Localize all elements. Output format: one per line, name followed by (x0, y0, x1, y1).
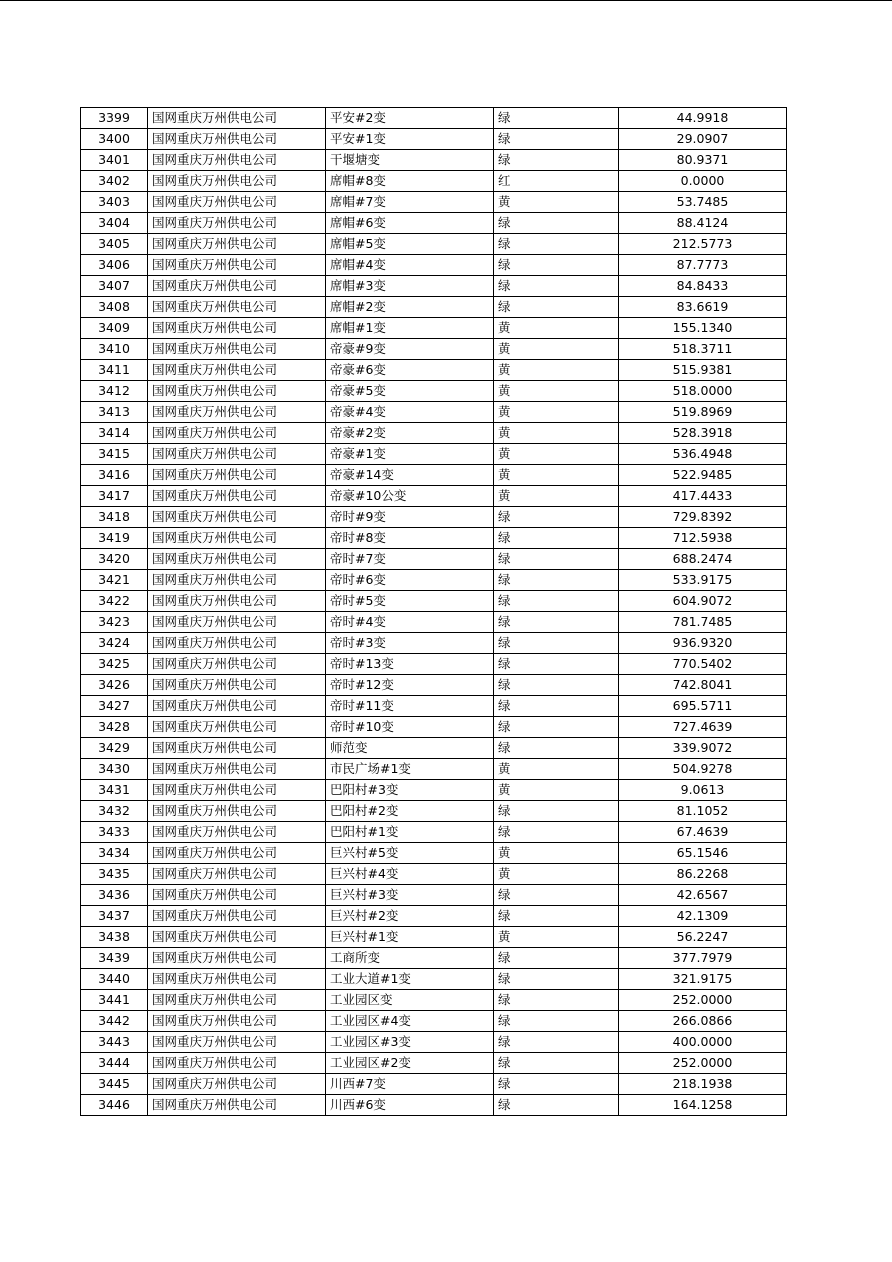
row-id-cell: 3402 (81, 171, 148, 192)
value-cell: 44.9918 (619, 108, 787, 129)
company-cell: 国网重庆万州供电公司 (148, 570, 326, 591)
value-cell: 518.3711 (619, 339, 787, 360)
station-cell: 平安#2变 (326, 108, 494, 129)
value-cell: 252.0000 (619, 1053, 787, 1074)
status-cell: 黄 (494, 360, 619, 381)
station-cell: 巨兴村#3变 (326, 885, 494, 906)
station-cell: 川西#7变 (326, 1074, 494, 1095)
station-cell: 帝时#5变 (326, 591, 494, 612)
row-id-cell: 3435 (81, 864, 148, 885)
value-cell: 67.4639 (619, 822, 787, 843)
table-row (81, 339, 787, 360)
table-row (81, 171, 787, 192)
value-cell: 56.2247 (619, 927, 787, 948)
value-cell: 218.1938 (619, 1074, 787, 1095)
status-cell: 绿 (494, 801, 619, 822)
company-cell: 国网重庆万州供电公司 (148, 1032, 326, 1053)
station-cell: 帝时#7变 (326, 549, 494, 570)
page-top-border (0, 0, 892, 1)
station-cell: 帝豪#5变 (326, 381, 494, 402)
company-cell: 国网重庆万州供电公司 (148, 549, 326, 570)
table-row (81, 234, 787, 255)
table-row (81, 1095, 787, 1116)
table-row (81, 591, 787, 612)
row-id-cell: 3441 (81, 990, 148, 1011)
status-cell: 绿 (494, 591, 619, 612)
value-cell: 781.7485 (619, 612, 787, 633)
company-cell: 国网重庆万州供电公司 (148, 171, 326, 192)
row-id-cell: 3410 (81, 339, 148, 360)
status-cell: 绿 (494, 1074, 619, 1095)
table-row (81, 1011, 787, 1032)
row-id-cell: 3434 (81, 843, 148, 864)
table-row (81, 297, 787, 318)
station-cell: 帝时#13变 (326, 654, 494, 675)
table-row (81, 318, 787, 339)
station-cell: 席帽#5变 (326, 234, 494, 255)
table-row (81, 402, 787, 423)
company-cell: 国网重庆万州供电公司 (148, 150, 326, 171)
station-cell: 帝时#8变 (326, 528, 494, 549)
station-cell: 帝豪#9变 (326, 339, 494, 360)
value-cell: 522.9485 (619, 465, 787, 486)
table-row (81, 1053, 787, 1074)
value-cell: 515.9381 (619, 360, 787, 381)
status-cell: 绿 (494, 633, 619, 654)
station-cell: 巨兴村#4变 (326, 864, 494, 885)
table-row (81, 822, 787, 843)
station-cell: 帝时#6变 (326, 570, 494, 591)
value-cell: 400.0000 (619, 1032, 787, 1053)
status-cell: 黄 (494, 843, 619, 864)
row-id-cell: 3438 (81, 927, 148, 948)
value-cell: 212.5773 (619, 234, 787, 255)
status-cell: 绿 (494, 990, 619, 1011)
row-id-cell: 3400 (81, 129, 148, 150)
value-cell: 87.7773 (619, 255, 787, 276)
value-cell: 727.4639 (619, 717, 787, 738)
row-id-cell: 3432 (81, 801, 148, 822)
row-id-cell: 3408 (81, 297, 148, 318)
status-cell: 绿 (494, 948, 619, 969)
status-cell: 绿 (494, 906, 619, 927)
value-cell: 86.2268 (619, 864, 787, 885)
table-row (81, 465, 787, 486)
station-cell: 工业大道#1变 (326, 969, 494, 990)
row-id-cell: 3429 (81, 738, 148, 759)
table-row (81, 990, 787, 1011)
row-id-cell: 3411 (81, 360, 148, 381)
station-cell: 川西#6变 (326, 1095, 494, 1116)
company-cell: 国网重庆万州供电公司 (148, 213, 326, 234)
status-cell: 绿 (494, 1053, 619, 1074)
table-row (81, 801, 787, 822)
status-cell: 绿 (494, 654, 619, 675)
station-cell: 帝豪#10公变 (326, 486, 494, 507)
row-id-cell: 3412 (81, 381, 148, 402)
station-cell: 巴阳村#1变 (326, 822, 494, 843)
status-cell: 绿 (494, 696, 619, 717)
company-cell: 国网重庆万州供电公司 (148, 360, 326, 381)
company-cell: 国网重庆万州供电公司 (148, 423, 326, 444)
company-cell: 国网重庆万州供电公司 (148, 465, 326, 486)
row-id-cell: 3433 (81, 822, 148, 843)
row-id-cell: 3416 (81, 465, 148, 486)
value-cell: 84.8433 (619, 276, 787, 297)
table-row (81, 108, 787, 129)
table-row (81, 843, 787, 864)
company-cell: 国网重庆万州供电公司 (148, 885, 326, 906)
value-cell: 936.9320 (619, 633, 787, 654)
value-cell: 712.5938 (619, 528, 787, 549)
company-cell: 国网重庆万州供电公司 (148, 927, 326, 948)
row-id-cell: 3428 (81, 717, 148, 738)
table-row (81, 1032, 787, 1053)
company-cell: 国网重庆万州供电公司 (148, 234, 326, 255)
company-cell: 国网重庆万州供电公司 (148, 843, 326, 864)
status-cell: 绿 (494, 1095, 619, 1116)
station-cell: 帝时#3变 (326, 633, 494, 654)
status-cell: 绿 (494, 1011, 619, 1032)
status-cell: 黄 (494, 339, 619, 360)
table-row (81, 906, 787, 927)
station-cell: 帝时#9变 (326, 507, 494, 528)
station-cell: 席帽#6变 (326, 213, 494, 234)
station-cell: 帝时#10变 (326, 717, 494, 738)
table-row (81, 255, 787, 276)
value-cell: 29.0907 (619, 129, 787, 150)
company-cell: 国网重庆万州供电公司 (148, 591, 326, 612)
company-cell: 国网重庆万州供电公司 (148, 948, 326, 969)
table-row (81, 696, 787, 717)
row-id-cell: 3409 (81, 318, 148, 339)
status-cell: 黄 (494, 318, 619, 339)
table-row (81, 885, 787, 906)
value-cell: 695.5711 (619, 696, 787, 717)
row-id-cell: 3420 (81, 549, 148, 570)
value-cell: 604.9072 (619, 591, 787, 612)
row-id-cell: 3423 (81, 612, 148, 633)
table-row (81, 780, 787, 801)
row-id-cell: 3401 (81, 150, 148, 171)
company-cell: 国网重庆万州供电公司 (148, 276, 326, 297)
table-row (81, 528, 787, 549)
row-id-cell: 3404 (81, 213, 148, 234)
station-cell: 巨兴村#2变 (326, 906, 494, 927)
row-id-cell: 3419 (81, 528, 148, 549)
status-cell: 绿 (494, 969, 619, 990)
status-cell: 绿 (494, 297, 619, 318)
company-cell: 国网重庆万州供电公司 (148, 696, 326, 717)
status-cell: 绿 (494, 108, 619, 129)
status-cell: 黄 (494, 192, 619, 213)
value-cell: 266.0866 (619, 1011, 787, 1032)
value-cell: 377.7979 (619, 948, 787, 969)
company-cell: 国网重庆万州供电公司 (148, 969, 326, 990)
station-cell: 席帽#8变 (326, 171, 494, 192)
company-cell: 国网重庆万州供电公司 (148, 801, 326, 822)
company-cell: 国网重庆万州供电公司 (148, 528, 326, 549)
company-cell: 国网重庆万州供电公司 (148, 486, 326, 507)
row-id-cell: 3437 (81, 906, 148, 927)
station-cell: 工业园区#4变 (326, 1011, 494, 1032)
status-cell: 绿 (494, 276, 619, 297)
value-cell: 155.1340 (619, 318, 787, 339)
status-cell: 黄 (494, 780, 619, 801)
status-cell: 绿 (494, 822, 619, 843)
table-row (81, 633, 787, 654)
row-id-cell: 3427 (81, 696, 148, 717)
row-id-cell: 3399 (81, 108, 148, 129)
value-cell: 65.1546 (619, 843, 787, 864)
row-id-cell: 3418 (81, 507, 148, 528)
status-cell: 黄 (494, 486, 619, 507)
status-cell: 绿 (494, 234, 619, 255)
row-id-cell: 3426 (81, 675, 148, 696)
table-row (81, 759, 787, 780)
value-cell: 742.8041 (619, 675, 787, 696)
station-cell: 工业园区#2变 (326, 1053, 494, 1074)
row-id-cell: 3445 (81, 1074, 148, 1095)
row-id-cell: 3413 (81, 402, 148, 423)
value-cell: 729.8392 (619, 507, 787, 528)
table-row (81, 192, 787, 213)
table-row (81, 969, 787, 990)
station-cell: 工业园区变 (326, 990, 494, 1011)
company-cell: 国网重庆万州供电公司 (148, 906, 326, 927)
company-cell: 国网重庆万州供电公司 (148, 675, 326, 696)
status-cell: 绿 (494, 612, 619, 633)
company-cell: 国网重庆万州供电公司 (148, 297, 326, 318)
table-row (81, 150, 787, 171)
station-cell: 帝时#11变 (326, 696, 494, 717)
value-cell: 252.0000 (619, 990, 787, 1011)
station-cell: 帝豪#4变 (326, 402, 494, 423)
status-cell: 绿 (494, 675, 619, 696)
table-row (81, 507, 787, 528)
company-cell: 国网重庆万州供电公司 (148, 339, 326, 360)
table-row (81, 444, 787, 465)
value-cell: 9.0613 (619, 780, 787, 801)
row-id-cell: 3442 (81, 1011, 148, 1032)
value-cell: 88.4124 (619, 213, 787, 234)
table-row (81, 276, 787, 297)
row-id-cell: 3431 (81, 780, 148, 801)
row-id-cell: 3444 (81, 1053, 148, 1074)
station-cell: 席帽#1变 (326, 318, 494, 339)
status-cell: 绿 (494, 885, 619, 906)
company-cell: 国网重庆万州供电公司 (148, 1011, 326, 1032)
company-cell: 国网重庆万州供电公司 (148, 654, 326, 675)
station-cell: 帝豪#14变 (326, 465, 494, 486)
row-id-cell: 3414 (81, 423, 148, 444)
station-cell: 帝豪#2变 (326, 423, 494, 444)
company-cell: 国网重庆万州供电公司 (148, 864, 326, 885)
company-cell: 国网重庆万州供电公司 (148, 507, 326, 528)
row-id-cell: 3417 (81, 486, 148, 507)
status-cell: 绿 (494, 150, 619, 171)
status-cell: 绿 (494, 528, 619, 549)
station-cell: 巨兴村#1变 (326, 927, 494, 948)
station-cell: 工业园区#3变 (326, 1032, 494, 1053)
station-cell: 干堰塘变 (326, 150, 494, 171)
value-cell: 688.2474 (619, 549, 787, 570)
row-id-cell: 3440 (81, 969, 148, 990)
table-row (81, 675, 787, 696)
status-cell: 黄 (494, 381, 619, 402)
status-cell: 绿 (494, 549, 619, 570)
company-cell: 国网重庆万州供电公司 (148, 192, 326, 213)
value-cell: 339.9072 (619, 738, 787, 759)
station-cell: 平安#1变 (326, 129, 494, 150)
station-cell: 帝时#12变 (326, 675, 494, 696)
table-row (81, 486, 787, 507)
status-cell: 绿 (494, 1032, 619, 1053)
company-cell: 国网重庆万州供电公司 (148, 759, 326, 780)
row-id-cell: 3443 (81, 1032, 148, 1053)
station-cell: 帝豪#6变 (326, 360, 494, 381)
station-cell: 席帽#7变 (326, 192, 494, 213)
company-cell: 国网重庆万州供电公司 (148, 129, 326, 150)
value-cell: 518.0000 (619, 381, 787, 402)
company-cell: 国网重庆万州供电公司 (148, 318, 326, 339)
table-row (81, 654, 787, 675)
table-body (81, 108, 787, 1116)
table-row (81, 381, 787, 402)
status-cell: 黄 (494, 402, 619, 423)
value-cell: 533.9175 (619, 570, 787, 591)
value-cell: 417.4433 (619, 486, 787, 507)
station-cell: 工商所变 (326, 948, 494, 969)
row-id-cell: 3405 (81, 234, 148, 255)
status-cell: 黄 (494, 927, 619, 948)
value-cell: 528.3918 (619, 423, 787, 444)
company-cell: 国网重庆万州供电公司 (148, 381, 326, 402)
status-cell: 黄 (494, 465, 619, 486)
table-row (81, 423, 787, 444)
station-cell: 师范变 (326, 738, 494, 759)
table-row (81, 549, 787, 570)
table-row (81, 360, 787, 381)
status-cell: 绿 (494, 717, 619, 738)
table-row (81, 612, 787, 633)
table-row (81, 717, 787, 738)
table-row (81, 129, 787, 150)
company-cell: 国网重庆万州供电公司 (148, 612, 326, 633)
table-row (81, 864, 787, 885)
status-cell: 绿 (494, 129, 619, 150)
status-cell: 黄 (494, 759, 619, 780)
row-id-cell: 3425 (81, 654, 148, 675)
company-cell: 国网重庆万州供电公司 (148, 717, 326, 738)
row-id-cell: 3415 (81, 444, 148, 465)
value-cell: 42.1309 (619, 906, 787, 927)
station-cell: 市民广场#1变 (326, 759, 494, 780)
status-cell: 红 (494, 171, 619, 192)
row-id-cell: 3406 (81, 255, 148, 276)
company-cell: 国网重庆万州供电公司 (148, 990, 326, 1011)
row-id-cell: 3403 (81, 192, 148, 213)
table-row (81, 738, 787, 759)
value-cell: 164.1258 (619, 1095, 787, 1116)
station-cell: 席帽#2变 (326, 297, 494, 318)
value-cell: 83.6619 (619, 297, 787, 318)
row-id-cell: 3439 (81, 948, 148, 969)
station-cell: 巨兴村#5变 (326, 843, 494, 864)
status-cell: 绿 (494, 255, 619, 276)
value-cell: 80.9371 (619, 150, 787, 171)
company-cell: 国网重庆万州供电公司 (148, 1053, 326, 1074)
station-cell: 巴阳村#2变 (326, 801, 494, 822)
table-row (81, 213, 787, 234)
table-row (81, 570, 787, 591)
row-id-cell: 3424 (81, 633, 148, 654)
row-id-cell: 3421 (81, 570, 148, 591)
data-table (80, 107, 787, 1116)
station-cell: 帝豪#1变 (326, 444, 494, 465)
status-cell: 黄 (494, 864, 619, 885)
value-cell: 770.5402 (619, 654, 787, 675)
row-id-cell: 3407 (81, 276, 148, 297)
status-cell: 黄 (494, 444, 619, 465)
status-cell: 绿 (494, 213, 619, 234)
value-cell: 321.9175 (619, 969, 787, 990)
row-id-cell: 3422 (81, 591, 148, 612)
station-cell: 帝时#4变 (326, 612, 494, 633)
company-cell: 国网重庆万州供电公司 (148, 444, 326, 465)
table-row (81, 1074, 787, 1095)
table-row (81, 927, 787, 948)
station-cell: 巴阳村#3变 (326, 780, 494, 801)
value-cell: 536.4948 (619, 444, 787, 465)
status-cell: 绿 (494, 507, 619, 528)
row-id-cell: 3446 (81, 1095, 148, 1116)
status-cell: 绿 (494, 570, 619, 591)
row-id-cell: 3430 (81, 759, 148, 780)
company-cell: 国网重庆万州供电公司 (148, 255, 326, 276)
value-cell: 81.1052 (619, 801, 787, 822)
company-cell: 国网重庆万州供电公司 (148, 402, 326, 423)
status-cell: 绿 (494, 738, 619, 759)
table-row (81, 948, 787, 969)
company-cell: 国网重庆万州供电公司 (148, 633, 326, 654)
value-cell: 519.8969 (619, 402, 787, 423)
station-cell: 席帽#4变 (326, 255, 494, 276)
station-cell: 席帽#3变 (326, 276, 494, 297)
company-cell: 国网重庆万州供电公司 (148, 1095, 326, 1116)
status-cell: 黄 (494, 423, 619, 444)
row-id-cell: 3436 (81, 885, 148, 906)
value-cell: 53.7485 (619, 192, 787, 213)
value-cell: 42.6567 (619, 885, 787, 906)
company-cell: 国网重庆万州供电公司 (148, 822, 326, 843)
company-cell: 国网重庆万州供电公司 (148, 738, 326, 759)
company-cell: 国网重庆万州供电公司 (148, 108, 326, 129)
company-cell: 国网重庆万州供电公司 (148, 780, 326, 801)
value-cell: 504.9278 (619, 759, 787, 780)
company-cell: 国网重庆万州供电公司 (148, 1074, 326, 1095)
value-cell: 0.0000 (619, 171, 787, 192)
